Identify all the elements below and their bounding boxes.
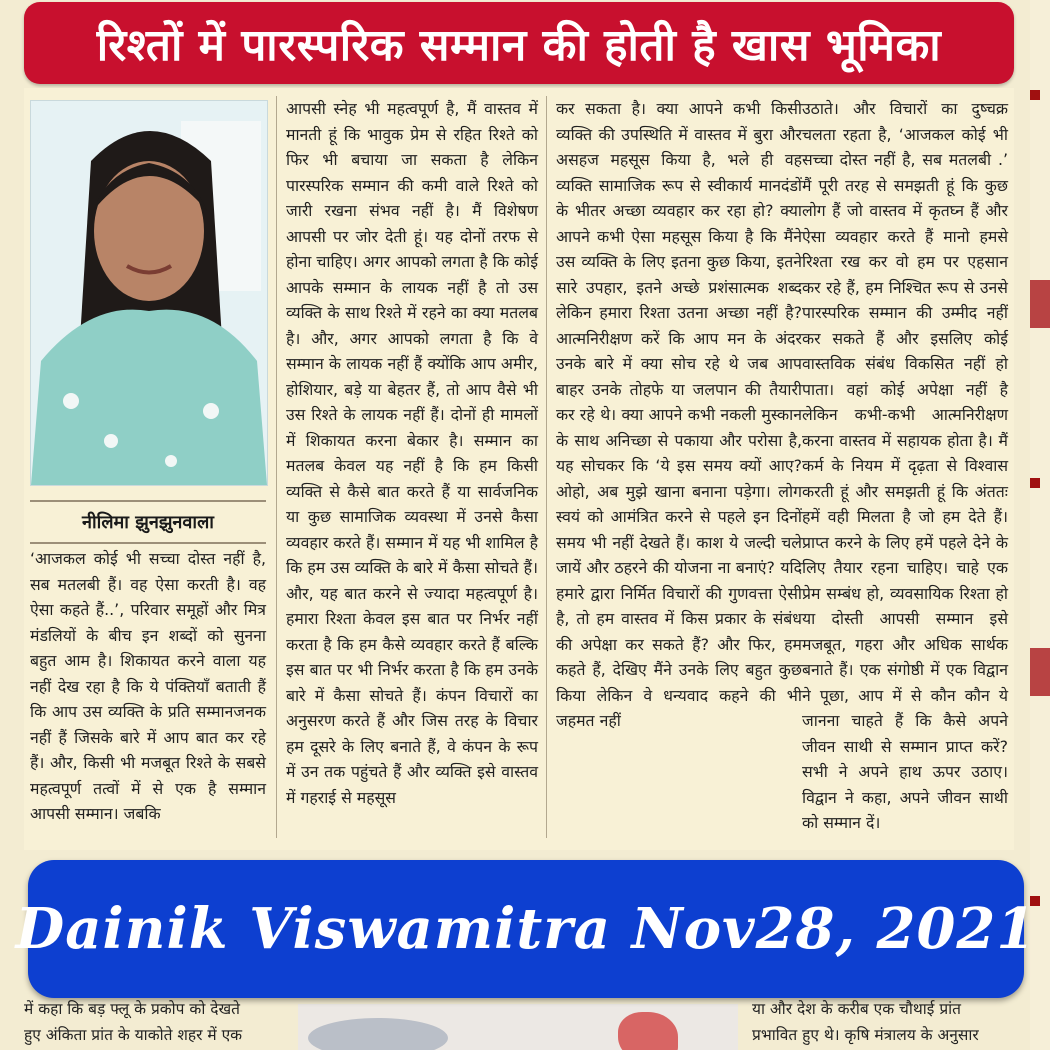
article-column-4: उठाते। और विचारों का दुष्चक्र चलता रहता है, ‘आजकल कोई भी सच्चा दोस्त नहीं है, सब मतलबी .’ मैं पूरी तरह से समझती हूं कि कुछ लोग हैं जो वास्तव में कृतघ्न हैं और ऐसा व्यवहार करते हैं मानो हमसे रिश्ता रख कर वो हम पर एहसान कर रहे हैं, हम निश्चित रूप से उनसे पारस्परिक सम्मान की उम्मीद नहीं कर सकते हैं और इसलिए कोई वास्तविक संबंध विकसित नहीं हो पाता। वहां कोई अपेक्षा नहीं है लेकिन कभी-कभी आत्मनिरीक्षण करना वास्तव में सहायक होता है। मैं कर्म के नियम में दृढ़ता से विश्वास करती हूं और समझती हूं कि अंततः हमें वही मिलता है जो हम देते हैं। प्राप्त करने के लिए हमें पहले देने के लिए तैयार रहना चाहिए। चाहे एक प्रेम सम्बंध हो, व्यवसायिक रिश्ता हो या दोस्ती आपसी सम्मान इसे मजबूत, गहरा और अधिक सार्थक बनाते हैं। एक संगोष्ठी में एक विद्वान ने पूछा, आप में से कौन कौन ये जानना चाहते हैं कि कैसे अपने जीवन साथी से सम्मान प्राप्त करें? सभी ने अपने हाथ ऊपर उठाए। विद्वान ने कहा, अपने जीवन साथी को सम्मान दें। [802,99,1008,832]
source-banner-text: Dainik Viswamitra Nov28, 2021 [15,896,1037,962]
article-column-3: कर सकता है। क्या आपने कभी किसी व्यक्ति की उपस्थिति में वास्तव में बुरा और असहज महसूस किया है, भले ही वह व्यक्ति सामाजिक रूप से स्वीकार्य मानदंडों के भीतर अच्छा व्यवहार कर रहा हो? क्या आपने कभी ऐसा महसूस किया है कि मैंने उस व्यक्ति के लिए इतना कुछ किया, इतने सारे उपहार, इतने अच्छे प्रशंसात्मक शब्द लेकिन हमारा रिश्ता उतना अच्छा नहीं है? आत्मनिरीक्षण करें कि आप मन के अंदर उनके बारे में क्या सोच रहे थे जब आप बाहर उनके तोहफे या जलपान की तैयारी कर रहे थे। क्या आपने कभी नकली मुस्कान के साथ अनिच्छा से पकाया और परोसा है, यह सोचकर कि ‘ये इस समय क्यों आए? ओहो, अब मुझे खाना बनाना पड़ेगा। लोग स्वयं को आमंत्रित करने से पहले इन दिनों समय भी नहीं देखते हैं। काश ये जल्दी चले जायें और ठहरने की योजना ना बनाएं? यदि हमारे द्वारा निर्मित विचारों की गुणवत्ता ऐसी है, तो हम वास्तव में किस प्रकार के संबंध की अपेक्षा कर सकते हैं? और फिर, हम कहते हैं, देखिए मैंने उनके लिए बहुत कुछ किया लेकिन वे धन्यवाद कहने की भी जहमत नहीं [556,99,802,730]
article-body [24,88,1014,850]
source-banner [15,860,1037,998]
article-column-2: आपसी स्नेह भी महत्वपूर्ण है, मैं वास्तव में मानती हूं कि भावुक प्रेम से रहित रिश्ते को फिर भी बचाया जा सकता है लेकिन पारस्परिक सम्मान की कमी वाले रिश्ते को जारी रखना संभव नहीं है। मैं विशेषण आपसी पर जोर देती हूं। यह दोनों तरफ से होना चाहिए। अगर आपको लगता है कि कोई आपके सम्मान के लायक नहीं है तो उस व्यक्ति के साथ रिश्ते में रहने का क्या मतलब है। और, अगर आपको लगता है कि वे सम्मान के लायक नहीं हैं क्योंकि आप अमीर, होशियार, बड़े या बेहतर हैं, तो आप वैसे भी उस रिश्ते के लायक नहीं हैं। दोनों ही मामलों में शिकायत करना बेकार है। सम्मान का मतलब केवल यह नहीं है कि हम किसी व्यक्ति से कैसे बात करते हैं या सार्वजनिक या कुछ सामाजिक व्यवस्था में उनसे कैसा व्यवहार करते हैं। सम्मान में यह भी शामिल है कि हम उस व्यक्ति के बारे में कैसा सोचते हैं। और, यह बात करने से ज्यादा महत्वपूर्ण है। हमारा रिश्ता केवल इस बात पर निर्भर नहीं करता है कि हम कैसे व्यवहार करते हैं बल्कि इस बात पर भी निर्भर करता है कि हम उनके बारे में कैसा सोचते हैं। कंपन विचारों का अनुसरण करते हैं और जिस तरह के विचार हम दूसरे के लिए बनाते हैं, वे कंपन के रूप में उन तक पहुंचते हैं और व्यक्ति इसे वास्तव में गहराई से महसूस [286,99,538,807]
neighbor-line: हुए अंकिता प्रांत के याकोते शहर में एक [24,1026,243,1044]
author-byline: नीलिमा झुनझुनवाला [30,500,266,544]
column-divider [546,96,547,838]
neighbor-line: प्रभावित हुए थे। कृषि मंत्रालय के अनुसार [752,1026,979,1044]
neighbor-column-edge [1030,0,1050,1050]
column-divider [276,96,277,838]
neighbor-line: या और देश के करीब एक चौथाई प्रांत [752,1000,962,1018]
neighbor-line: में कहा कि बड़ फ्लू के प्रकोप को देखते [24,1000,241,1018]
headline-text: रिश्तों में पारस्परिक सम्मान की होती है खास भूमिका [96,20,942,71]
neighbor-article-right [752,996,1022,1048]
neighbor-article-left [24,996,294,1048]
neighbor-photo [298,1004,738,1050]
article-column-1: ‘आजकल कोई भी सच्चा दोस्त नहीं है, सब मतलबी हैं। वह ऐसा करती है। वह ऐसा कहते हैं..’, परिवार समूहों और मित्र मंडलियों के बीच इन शब्दों को सुनना बहुत आम है। शिकायत करने वाला यह नहीं देख रहा है कि ये पंक्तियाँ बताती हैं कि आप उस व्यक्ति के प्रति सम्मानजनक नहीं हैं जिसके बारे में आप बात कर रहे हैं। और, किसी भी मजबूत रिश्ते के सबसे महत्वपूर्ण तत्वों में से एक है सम्मान आपसी सम्मान। जबकि [30,549,266,823]
author-photo [30,100,268,486]
headline-bar [24,2,1014,84]
